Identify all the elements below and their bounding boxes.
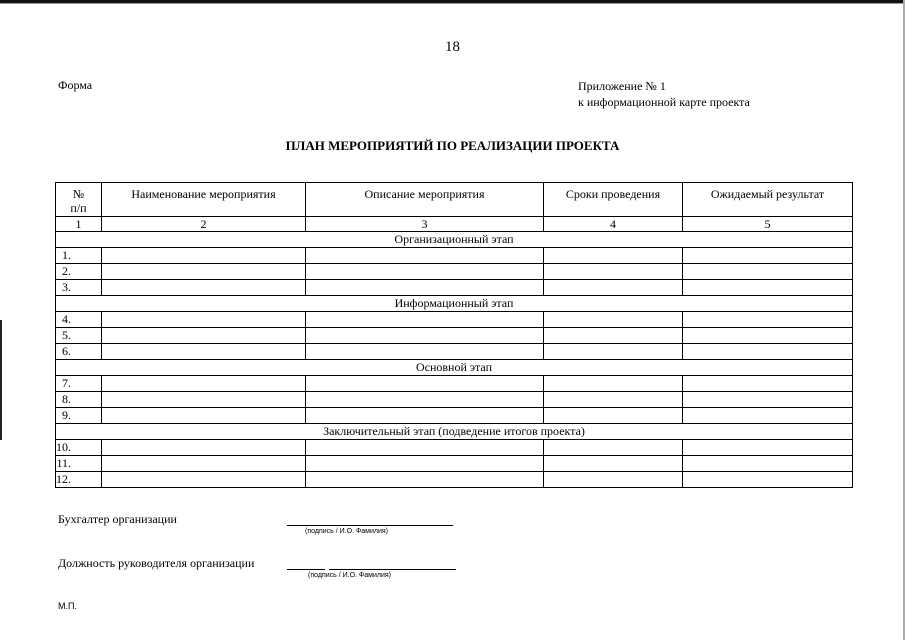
header-terms: Сроки проведения (544, 183, 683, 217)
table-cell-empty[interactable] (306, 264, 544, 280)
table-cell-empty[interactable] (544, 408, 683, 424)
row-number: 5. (56, 328, 102, 344)
document-title: ПЛАН МЕРОПРИЯТИЙ ПО РЕАЛИЗАЦИИ ПРОЕКТА (285, 138, 620, 153)
table-cell-empty[interactable] (544, 392, 683, 408)
table-row (56, 456, 853, 472)
table-cell-empty[interactable] (102, 344, 306, 360)
row-number: 9. (56, 408, 102, 424)
table-cell-empty[interactable] (102, 440, 306, 456)
table-cell-empty[interactable] (306, 248, 544, 264)
table-cell-empty[interactable] (102, 408, 306, 424)
column-number: 4 (544, 217, 683, 232)
table-row (56, 264, 853, 280)
head-signature-hint: (подпись / И.О. Фамилия) (308, 572, 391, 579)
table-cell-empty[interactable] (306, 344, 544, 360)
table-row (56, 248, 853, 264)
table-cell-empty[interactable] (683, 344, 853, 360)
table-row (56, 328, 853, 344)
table-cell-empty[interactable] (683, 408, 853, 424)
row-number: 6. (56, 344, 102, 360)
table-cell-empty[interactable] (306, 280, 544, 296)
table-cell-empty[interactable] (544, 280, 683, 296)
table-cell-empty[interactable] (683, 472, 853, 488)
row-number: 4. (56, 312, 102, 328)
head-signature-line-right (329, 569, 456, 570)
table-cell-empty[interactable] (306, 328, 544, 344)
row-number: 12. (56, 472, 102, 488)
table-cell-empty[interactable] (544, 440, 683, 456)
table-cell-empty[interactable] (102, 376, 306, 392)
form-label: Форма (58, 78, 93, 92)
table-cell-empty[interactable] (102, 248, 306, 264)
table-cell-empty[interactable] (102, 392, 306, 408)
table-cell-empty[interactable] (683, 248, 853, 264)
table-cell-empty[interactable] (544, 328, 683, 344)
table-cell-empty[interactable] (683, 392, 853, 408)
stage-title: Информационный этап (56, 296, 853, 312)
table-row (56, 280, 853, 296)
table-cell-empty[interactable] (102, 280, 306, 296)
header-row (56, 183, 853, 217)
scan-left-edge (0, 320, 2, 440)
plan-table (55, 182, 853, 488)
accountant-signature-hint: (подпись / И.О. Фамилия) (305, 528, 388, 535)
header-description: Описание мероприятия (306, 183, 544, 217)
table-cell-empty[interactable] (102, 312, 306, 328)
page-number: 18 (445, 39, 460, 55)
table-cell-empty[interactable] (683, 280, 853, 296)
row-number: 8. (56, 392, 102, 408)
header-num-abbr: п/п (70, 201, 87, 215)
table-cell-empty[interactable] (102, 472, 306, 488)
column-number: 2 (102, 217, 306, 232)
header-num-symbol: № (72, 187, 85, 201)
table-row (56, 312, 853, 328)
column-number: 1 (56, 217, 102, 232)
row-number: 2. (56, 264, 102, 280)
stage-title: Основной этап (56, 360, 853, 376)
accountant-label: Бухгалтер организации (58, 512, 177, 526)
table-cell-empty[interactable] (306, 312, 544, 328)
column-number: 5 (683, 217, 853, 232)
accountant-signature-line (287, 525, 453, 526)
header-result: Ожидаемый результат (683, 183, 853, 217)
table-cell-empty[interactable] (544, 376, 683, 392)
table-row (56, 392, 853, 408)
table-cell-empty[interactable] (683, 312, 853, 328)
table-cell-empty[interactable] (306, 440, 544, 456)
table-cell-empty[interactable] (544, 456, 683, 472)
row-number: 10. (56, 440, 102, 456)
table-cell-empty[interactable] (102, 328, 306, 344)
table-cell-empty[interactable] (306, 376, 544, 392)
table-cell-empty[interactable] (306, 408, 544, 424)
head-signature-line-left (287, 569, 325, 570)
head-label: Должность руководителя организации (58, 556, 255, 570)
table-cell-empty[interactable] (544, 264, 683, 280)
header-num (56, 183, 102, 217)
table-row (56, 344, 853, 360)
table-cell-empty[interactable] (544, 312, 683, 328)
table-cell-empty[interactable] (683, 264, 853, 280)
appendix-line-2: к информационной карте проекта (578, 95, 750, 109)
table-cell-empty[interactable] (102, 264, 306, 280)
table-cell-empty[interactable] (683, 440, 853, 456)
stage-title: Заключительный этап (подведение итогов проекта) (56, 424, 853, 440)
table-cell-empty[interactable] (544, 472, 683, 488)
appendix-line-1: Приложение № 1 (578, 79, 666, 93)
table-cell-empty[interactable] (306, 472, 544, 488)
row-number: 1. (56, 248, 102, 264)
column-numbers-row (56, 217, 853, 232)
stamp-place: М.П. (58, 601, 77, 611)
table-cell-empty[interactable] (306, 392, 544, 408)
stage-row (56, 296, 853, 312)
table-cell-empty[interactable] (102, 456, 306, 472)
table-row (56, 408, 853, 424)
table-row (56, 440, 853, 456)
scan-top-edge-shadow (0, 3, 905, 4)
table-row (56, 376, 853, 392)
appendix-note (578, 78, 750, 110)
row-number: 3. (56, 280, 102, 296)
table-cell-empty[interactable] (544, 344, 683, 360)
table-row (56, 472, 853, 488)
table-cell-empty[interactable] (683, 456, 853, 472)
stage-row (56, 360, 853, 376)
table-cell-empty[interactable] (683, 376, 853, 392)
stage-row (56, 232, 853, 248)
table-cell-empty[interactable] (683, 328, 853, 344)
stage-row (56, 424, 853, 440)
column-number: 3 (306, 217, 544, 232)
stage-title: Организационный этап (56, 232, 853, 248)
row-number: 7. (56, 376, 102, 392)
header-name: Наименование мероприятия (102, 183, 306, 217)
table-cell-empty[interactable] (544, 248, 683, 264)
table-cell-empty[interactable] (306, 456, 544, 472)
plan-table-body (56, 217, 853, 488)
row-number: 11. (56, 456, 102, 472)
